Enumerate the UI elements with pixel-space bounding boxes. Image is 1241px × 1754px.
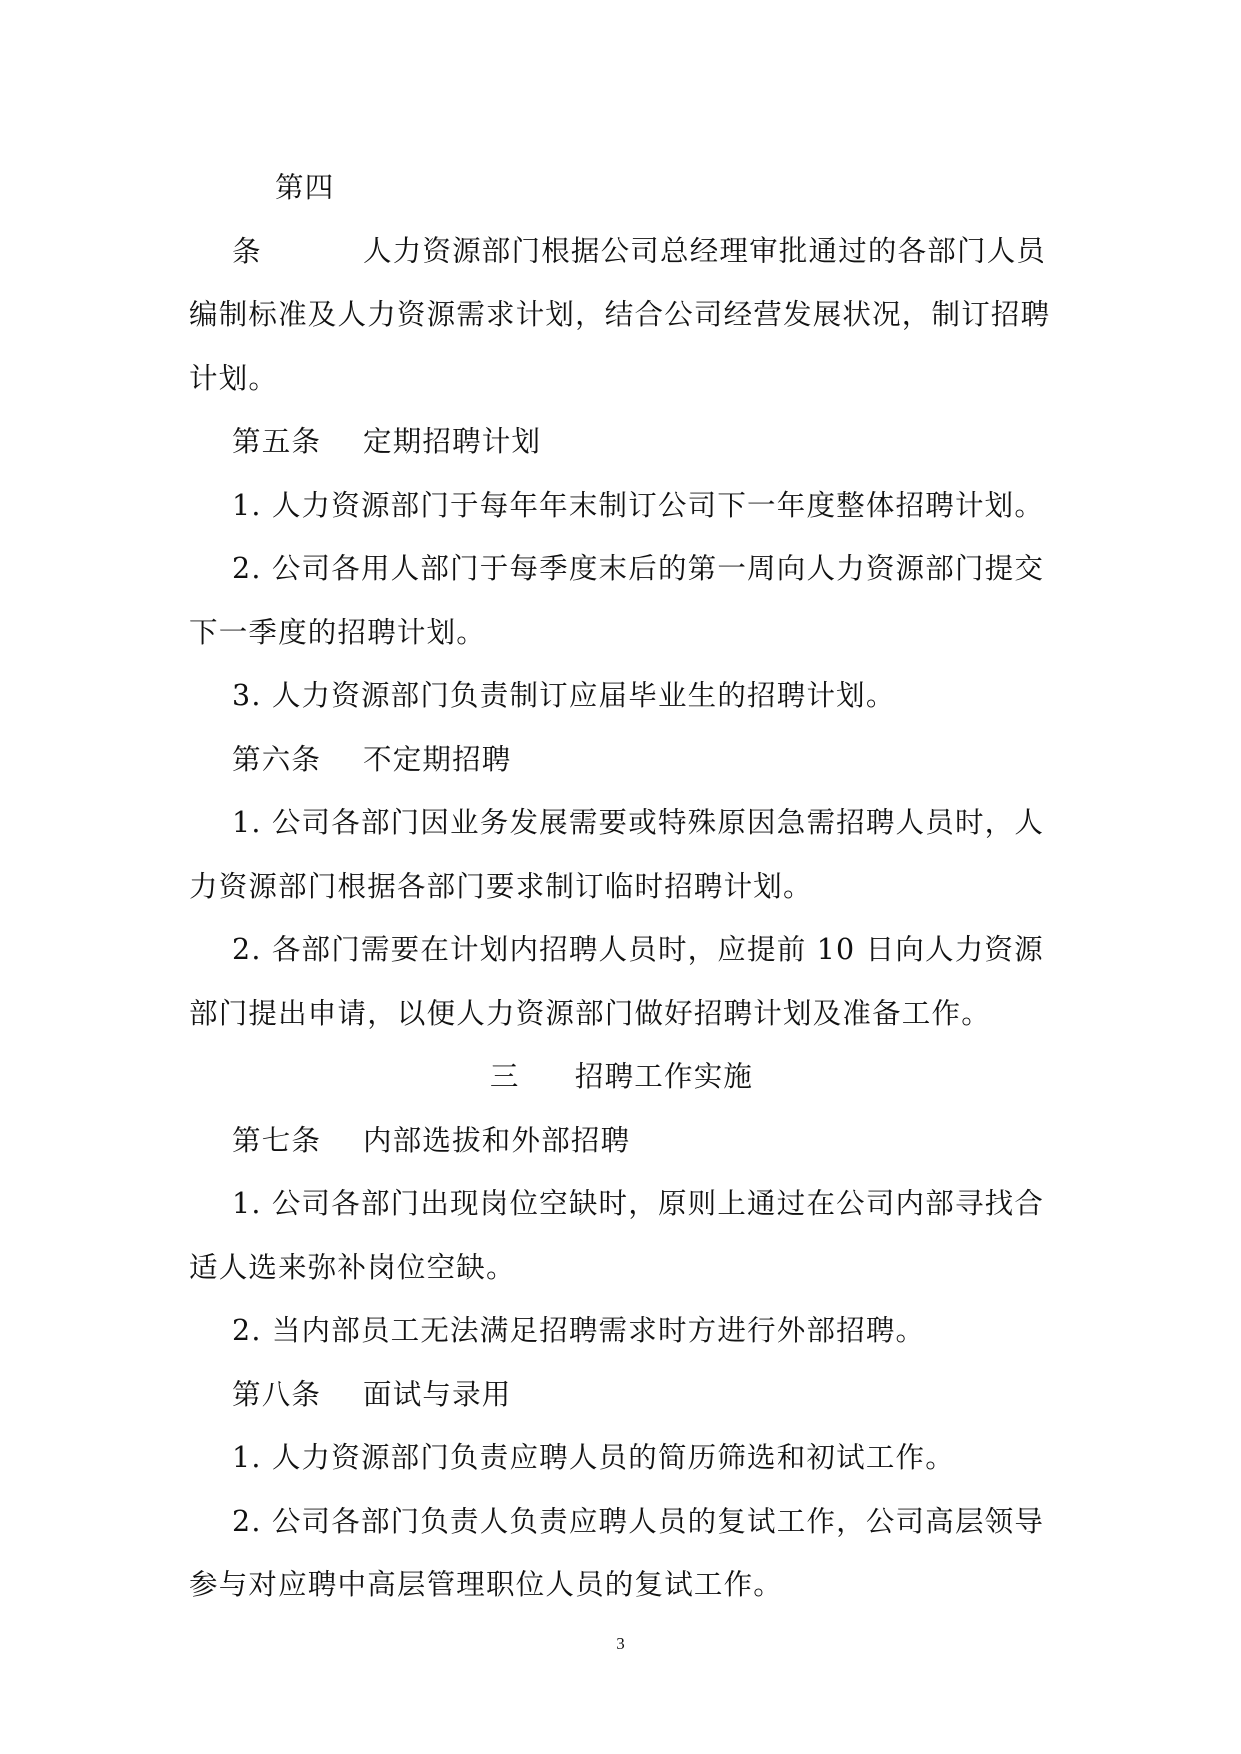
- list-item: 1. 人力资源部门于每年年末制订公司下一年度整体招聘计划。: [232, 488, 1045, 522]
- article-number: 第四条: [232, 171, 335, 268]
- article-5-heading: [189, 410, 1054, 474]
- article-number: 第八条: [232, 1377, 322, 1411]
- list-item: 1. 公司各部门出现岗位空缺时，原则上通过在公司内部寻找合适人选来弥补岗位空缺。: [189, 1187, 1045, 1284]
- article-4: [189, 156, 1054, 410]
- article-title: 面试与录用: [363, 1377, 512, 1411]
- document-body: [189, 156, 1054, 1617]
- list-item: 2. 公司各用人部门于每季度末后的第一周向人力资源部门提交下一季度的招聘计划。: [189, 552, 1045, 649]
- section-number: 三: [489, 1060, 520, 1093]
- list-item: 2. 各部门需要在计划内招聘人员时，应提前 10 日向人力资源部门提出申请，以便人力资源部门做好招聘计划及准备工作。: [189, 933, 1044, 1030]
- article-text: 人力资源部门根据公司总经理审批通过的各部门人员编制标准及人力资源需求计划，结合公司经营发展状况，制订招聘计划。: [189, 234, 1051, 395]
- list-item: 3. 人力资源部门负责制订应届毕业生的招聘计划。: [232, 679, 896, 712]
- article-6-heading: [189, 728, 1054, 792]
- article-number: 第五条: [232, 425, 322, 458]
- article-title: 内部选拔和外部招聘: [363, 1123, 631, 1157]
- article-title: 不定期招聘: [363, 742, 512, 776]
- article-title: 定期招聘计划: [363, 425, 542, 458]
- section-heading: [189, 1045, 1054, 1109]
- section-title: 招聘工作实施: [574, 1060, 754, 1093]
- list-item: 1. 公司各部门因业务发展需要或特殊原因急需招聘人员时，人力资源部门根据各部门要求制订临时招聘计划。: [189, 806, 1045, 903]
- list-item: 2. 公司各部门负责人负责应聘人员的复试工作，公司高层领导参与对应聘中高层管理职位人员的复试工作。: [189, 1504, 1045, 1601]
- list-item: 1. 人力资源部门负责应聘人员的简历筛选和初试工作。: [232, 1441, 955, 1474]
- article-number: 第六条: [232, 742, 322, 776]
- article-8-heading: [189, 1363, 1054, 1427]
- page-number: 3: [616, 1634, 625, 1653]
- list-item: 2. 当内部员工无法满足招聘需求时方进行外部招聘。: [232, 1314, 926, 1347]
- article-7-heading: [189, 1109, 1054, 1173]
- article-number: 第七条: [232, 1123, 322, 1157]
